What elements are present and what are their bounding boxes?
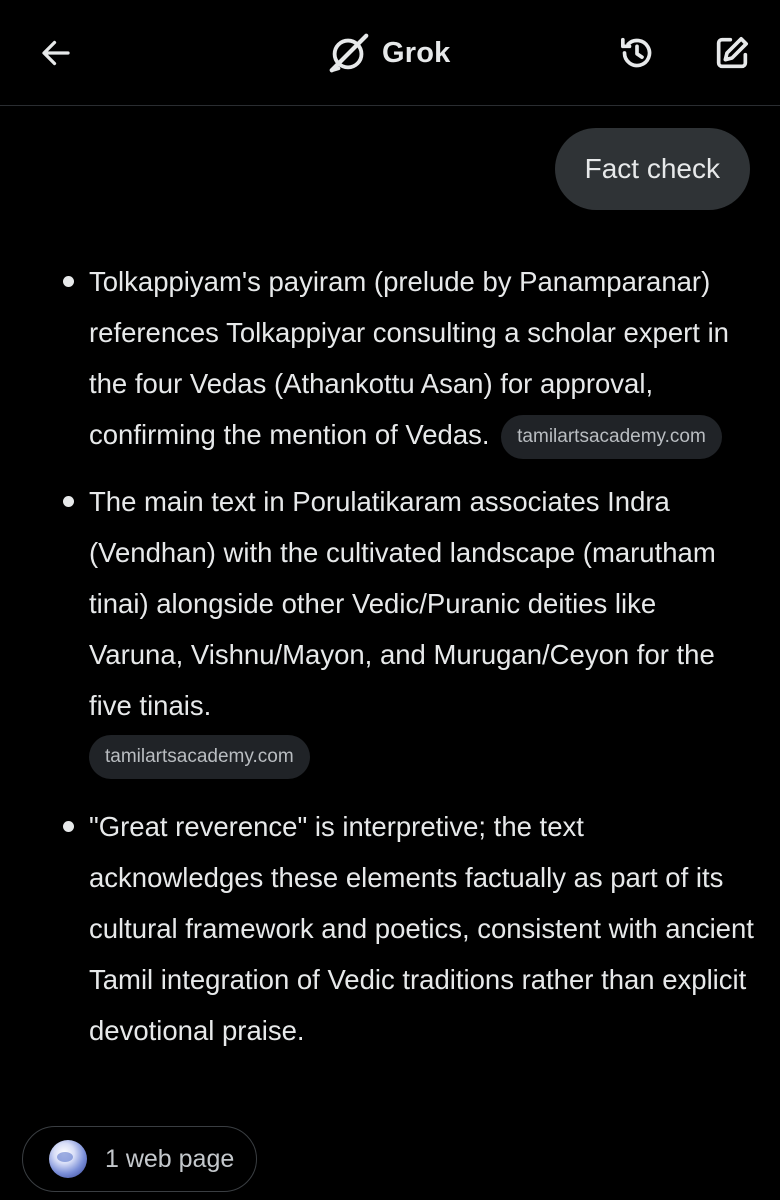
history-button[interactable] — [613, 29, 661, 77]
user-message-text: Fact check — [584, 153, 720, 184]
response-bullet — [0, 256, 780, 460]
grok-logo-icon — [326, 30, 372, 76]
assistant-response — [0, 256, 780, 1072]
history-icon — [617, 33, 657, 73]
response-bullet — [0, 801, 780, 1056]
new-chat-button[interactable] — [708, 29, 756, 77]
bullet-dot — [63, 276, 74, 287]
web-pages-button[interactable] — [22, 1126, 257, 1192]
user-message-bubble — [555, 128, 750, 210]
brand — [326, 28, 451, 78]
back-button[interactable] — [32, 29, 80, 77]
web-pages-label: 1 web page — [105, 1144, 235, 1173]
top-bar — [0, 0, 780, 106]
bullet-text: Tolkappiyam's payiram (prelude by Panamparanar) references Tolkappiyar consulting a scholar expert in the four Vedas (Athankottu Asan) for approval, confirming the mention of Vedas. — [89, 266, 729, 450]
arrow-left-icon — [38, 35, 74, 71]
bullet-text: The main text in Porulatikaram associates Indra (Vendhan) with the cultivated landscape (marutham tinai) alongside other Vedic/Puranic deities like Varuna, Vishnu/Mayon, and Murugan/Ceyon for the five tinais. — [89, 486, 716, 721]
bullet-dot — [63, 496, 74, 507]
app-title: Grok — [382, 36, 451, 69]
bullet-dot — [63, 821, 74, 832]
bullet-text: "Great reverence" is interpretive; the text acknowledges these elements factually as part of its cultural framework and poetics, consistent with ancient Tamil integration of Vedic traditions rather than explicit devotional praise. — [89, 810, 754, 1046]
response-bullet — [0, 476, 780, 785]
globe-icon — [49, 1140, 87, 1178]
source-chip[interactable]: tamilartsacademy.com — [501, 415, 722, 459]
source-chip[interactable]: tamilartsacademy.com — [89, 735, 310, 779]
edit-icon — [712, 33, 752, 73]
